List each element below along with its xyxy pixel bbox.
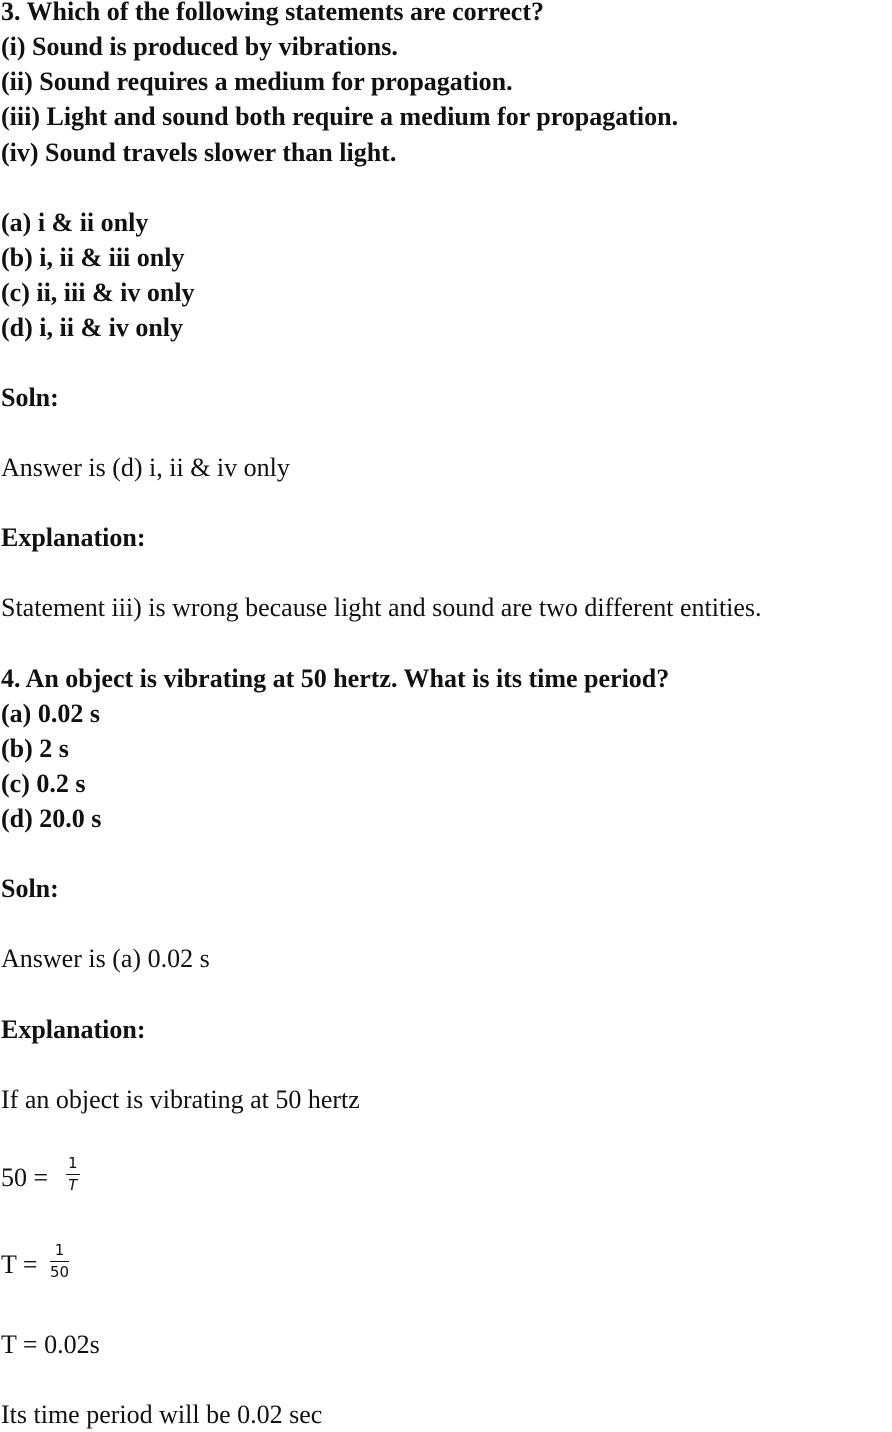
q3-explanation-label: Explanation: — [1, 523, 146, 552]
q3-statement-ii: (ii) Sound requires a medium for propagation. — [1, 67, 513, 96]
q3-statement-iii: (iii) Light and sound both require a medium for propagation. — [1, 102, 679, 131]
q4-option-c: (c) 0.2 s — [1, 769, 86, 798]
eq2-denominator: 50 — [50, 1263, 70, 1281]
q3-option-d: (d) i, ii & iv only — [1, 313, 184, 342]
q3-answer: Answer is (d) i, ii & iv only — [1, 453, 290, 482]
eq1-numerator: 1 — [68, 1154, 78, 1172]
q3-statement-iv: (iv) Sound travels slower than light. — [1, 138, 397, 167]
q3-option-b: (b) i, ii & iii only — [1, 243, 185, 272]
q4-option-a: (a) 0.02 s — [1, 699, 100, 728]
q3-explanation: Statement iii) is wrong because light and sound are two different entities. — [1, 593, 762, 622]
q4-option-b: (b) 2 s — [1, 734, 69, 763]
eq2-numerator: 1 — [54, 1241, 65, 1259]
q3-soln-label: Soln: — [1, 383, 59, 412]
eq3: T = 0.02s — [1, 1330, 100, 1359]
q4-explanation-intro: If an object is vibrating at 50 hertz — [1, 1085, 360, 1114]
eq1-fraction — [66, 1155, 80, 1194]
q3-option-c: (c) ii, iii & iv only — [1, 278, 195, 307]
eq2-lhs: T = — [1, 1250, 38, 1279]
q4-explanation-label: Explanation: — [1, 1015, 146, 1044]
eq1-denominator: T — [68, 1176, 78, 1194]
q4-option-d: (d) 20.0 s — [1, 804, 102, 833]
q4-soln-label: Soln: — [1, 874, 59, 903]
eq2-fraction — [50, 1242, 69, 1281]
q3-question: 3. Which of the following statements are correct? — [1, 0, 545, 26]
q4-conclusion: Its time period will be 0.02 sec — [1, 1400, 323, 1429]
q4-answer: Answer is (a) 0.02 s — [1, 944, 210, 973]
eq1-lhs: 50 = — [1, 1163, 49, 1192]
q4-question: 4. An object is vibrating at 50 hertz. What is its time period? — [1, 664, 670, 693]
q3-statement-i: (i) Sound is produced by vibrations. — [1, 32, 398, 61]
q3-option-a: (a) i & ii only — [1, 208, 149, 237]
